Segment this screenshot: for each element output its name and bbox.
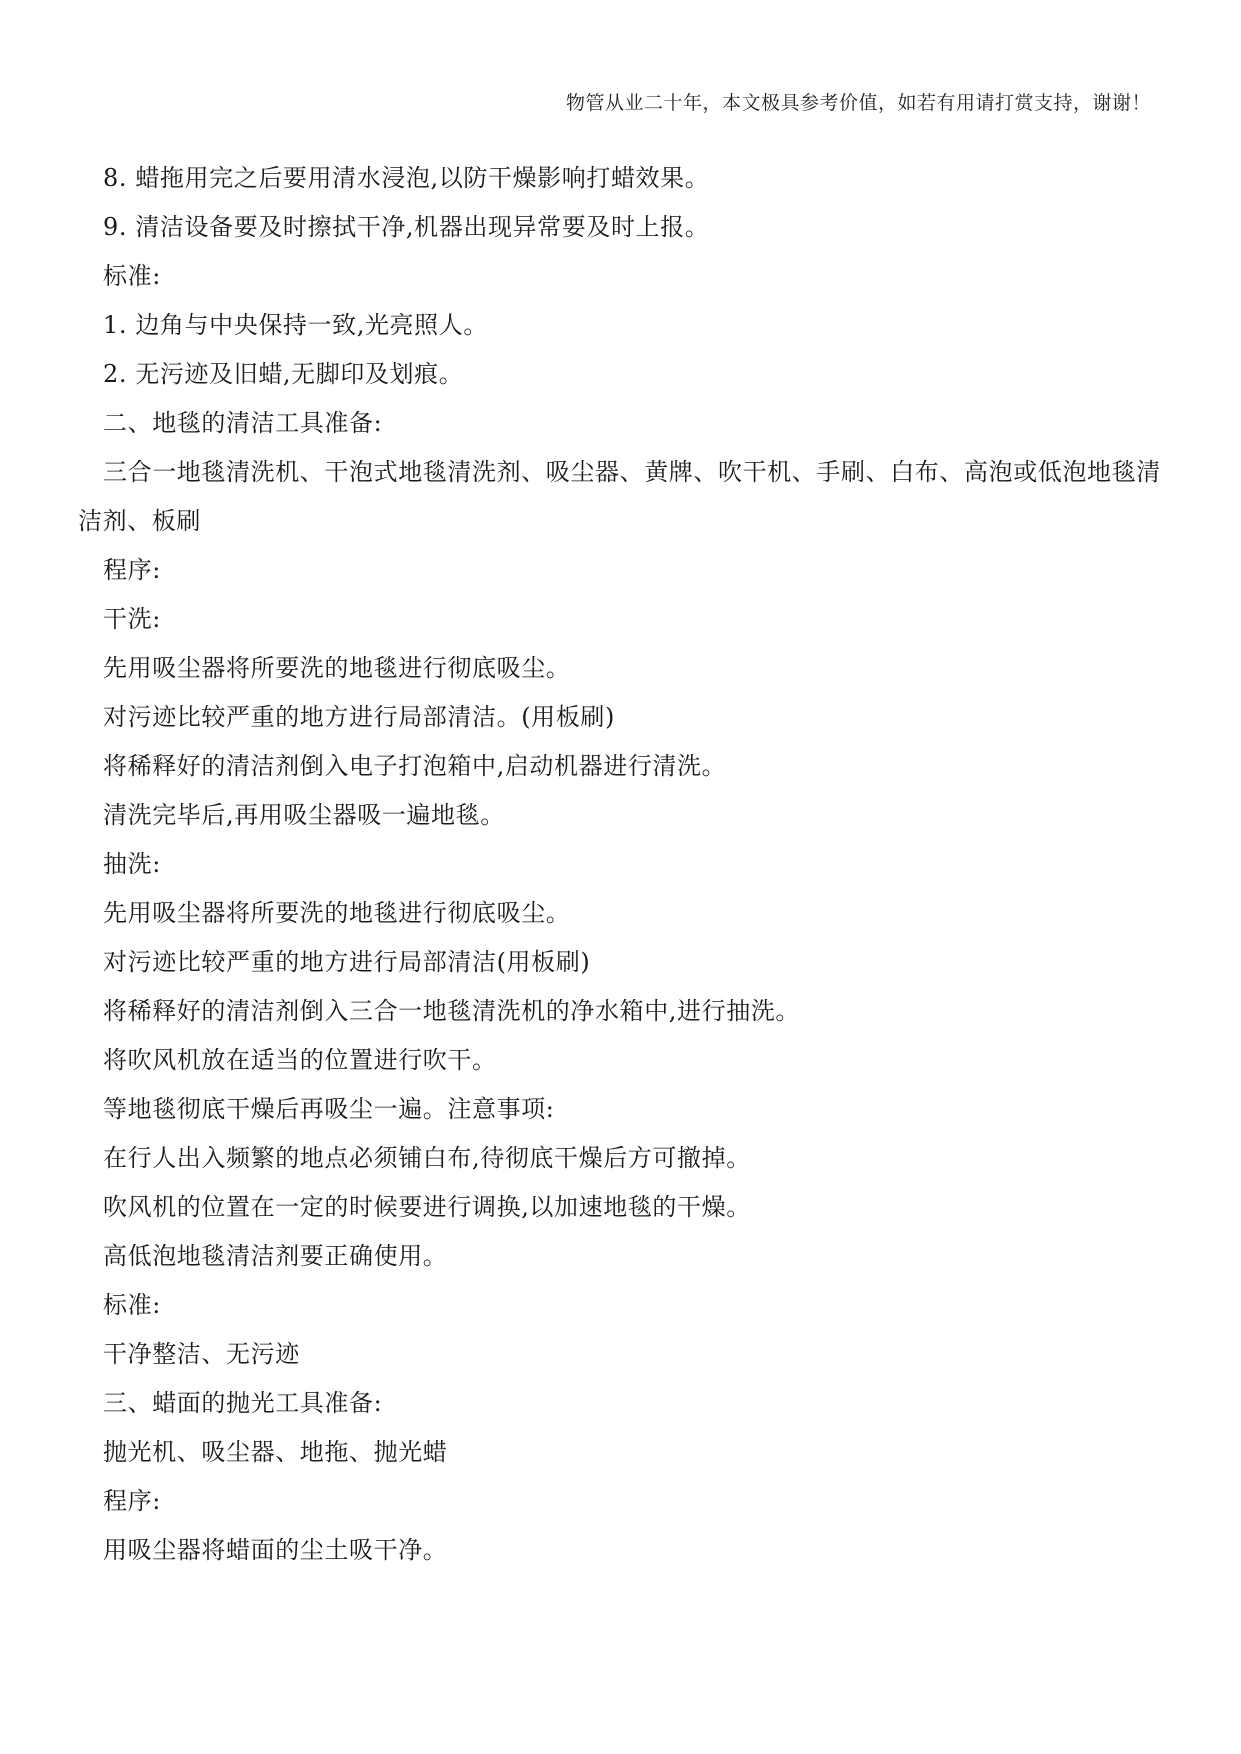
text-line: 先用吸尘器将所要洗的地毯进行彻底吸尘。 xyxy=(103,899,571,927)
text-line: 抛光机、吸尘器、地拖、抛光蜡 xyxy=(103,1438,448,1466)
text-line: 清洗完毕后,再用吸尘器吸一遍地毯。 xyxy=(103,801,505,829)
document-body xyxy=(78,154,1168,1575)
text-line: 程序: xyxy=(103,556,161,584)
section-heading: 三、蜡面的抛光工具准备: xyxy=(103,1389,383,1417)
text-line: 9. 清洁设备要及时擦拭干净,机器出现异常要及时上报。 xyxy=(103,213,710,241)
text-line: 吹风机的位置在一定的时候要进行调换,以加速地毯的干燥。 xyxy=(103,1193,751,1221)
text-line: 将稀释好的清洁剂倒入电子打泡箱中,启动机器进行清洗。 xyxy=(103,752,727,780)
text-line: 在行人出入频繁的地点必须铺白布,待彻底干燥后方可撤掉。 xyxy=(103,1144,751,1172)
wrapped-paragraph: 三合一地毯清洗机、干泡式地毯清洗剂、吸尘器、黄牌、吹干机、手刷、白布、高泡或低泡地毯清洁剂、板刷 xyxy=(78,458,1161,535)
section-heading: 二、地毯的清洁工具准备: xyxy=(103,409,383,437)
text-line: 用吸尘器将蜡面的尘土吸干净。 xyxy=(103,1536,448,1564)
text-line: 干净整洁、无污迹 xyxy=(103,1340,300,1368)
text-line: 程序: xyxy=(103,1487,161,1515)
text-line: 干洗: xyxy=(103,605,161,633)
text-line: 2. 无污迹及旧蜡,无脚印及划痕。 xyxy=(103,360,464,388)
text-line: 对污迹比较严重的地方进行局部清洁。(用板刷) xyxy=(103,703,615,731)
text-line: 先用吸尘器将所要洗的地毯进行彻底吸尘。 xyxy=(103,654,571,682)
text-line: 等地毯彻底干燥后再吸尘一遍。注意事项: xyxy=(103,1095,555,1123)
text-line: 8. 蜡拖用完之后要用清水浸泡,以防干燥影响打蜡效果。 xyxy=(103,164,710,192)
text-line: 标准: xyxy=(103,262,161,290)
text-line: 抽洗: xyxy=(103,850,161,878)
page-header-note: 物管从业二十年，本文极具参考价值，如若有用请打赏支持，谢谢！ xyxy=(565,92,1151,114)
text-line: 1. 边角与中央保持一致,光亮照人。 xyxy=(103,311,488,339)
text-line: 将吹风机放在适当的位置进行吹干。 xyxy=(103,1046,497,1074)
text-line: 高低泡地毯清洁剂要正确使用。 xyxy=(103,1242,448,1270)
text-line: 对污迹比较严重的地方进行局部清洁(用板刷) xyxy=(103,948,591,976)
text-line: 将稀释好的清洁剂倒入三合一地毯清洗机的净水箱中,进行抽洗。 xyxy=(103,997,801,1025)
text-line: 标准: xyxy=(103,1291,161,1319)
